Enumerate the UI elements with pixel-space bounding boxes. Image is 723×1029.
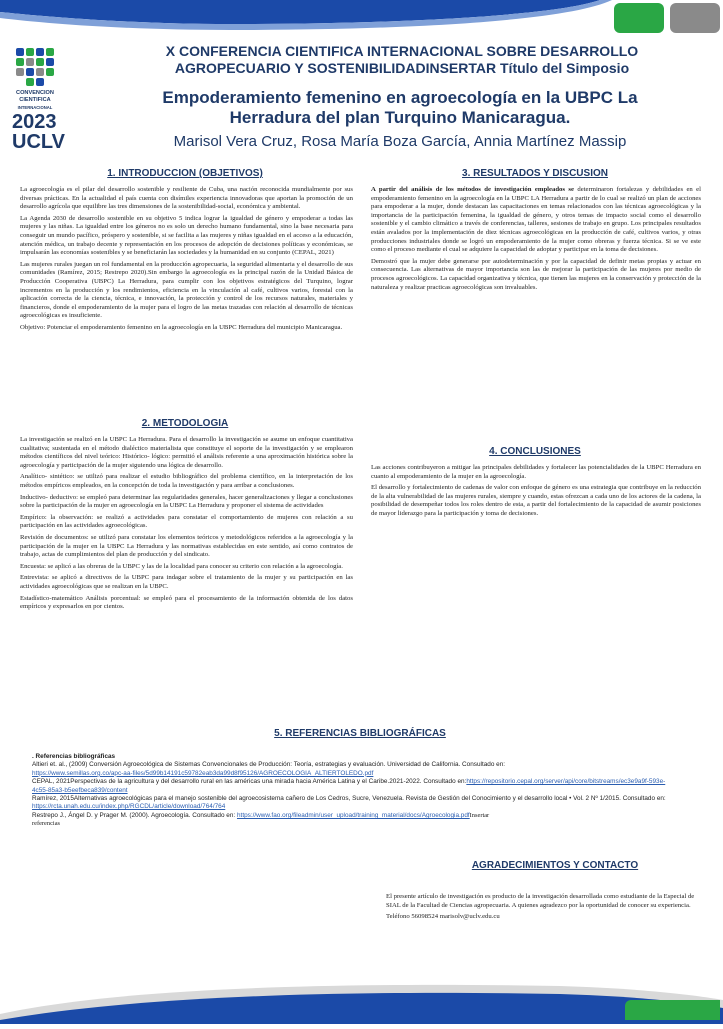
results-paragraph [371,186,701,255]
reference-text: Ramírez, 2015Alternativas agroecológicas para el manejo sostenible del agroecosistema cañero de Los Cedros, Sucre, Venezuela. Revista de Gestión del Conocimiento y el desarrollo local • Vol. 2 Nº 1/2015. Consultado en: [32,795,666,803]
section-title-introduction: 1. INTRODUCCION (OBJETIVOS) [107,168,263,179]
reference-item [32,812,672,829]
poster-title-line2: Herradura del plan Turquino Manicaragua. [229,108,571,127]
section-title-acknowledgments: AGRADECIMIENTOS Y CONTACTO [471,860,639,871]
contact-info: Teléfono 56098524 marisolv@uclv.edu.cu [386,913,500,921]
conclusion-paragraph: El desarrollo y fortalecimiento de cadenas de valor con enfoque de género es una estrategia que contribuye en la reducción de la alta vulnerabilidad de las mujeres rurales, siempre y cuando, estas ofrezcan a cada uno de los actores de la cadena, la posibilidad de desempeñar todos los roles dentro de esta, a partir del fortalecimiento de la capacidad de asumir posiciones de mayor liderazgo para la participación y toma de decisiones. [371,484,701,517]
intro-paragraph: Las mujeres rurales juegan un rol fundamental en la producción agropecuaria, la seguridad alimentaria y el desarrollo de sus comunidades (Ramírez, 2015; Restrepo 2020).Sin embargo la agroecología es la principal razón de la Unidad Básica de Producción Cooperativa (UBPC) La Herradura, para cumplir con los objetivos estratégicos del Turquino, lograr incrementos en la producción y los rendimientos, eficiencia en la vinculación al café, cultivos varios, forestal con la aplicación correcta de la ciencia, técnica, e innovación, la protección y control de los recursos naturales, materiales y financieros, donde el empoderamiento de la mujer para el logro de las metas trazadas con relación al desarrollo de técnicas agroecológicas es insuficiente. [20,260,353,320]
results-body [371,186,701,295]
intro-paragraph: La agroecología es el pilar del desarrollo sostenible y resiliente de Cuba, una nación reconocida mundialmente por sus diversas prácticas. En la actualidad el país cuenta con disímiles experiencia innovadoras que aportan la promoción de un desarrollo agrícola que equilibre las tres dimensiones de la sostenibilidad-social, económica y ambiental. [20,186,353,211]
conference-name-line2: AGROPECUARIO Y SOSTENIBILIDADINSERTAR Título del Simposio [174,60,630,76]
reference-placeholder: Insertar [469,811,490,819]
results-lead: A partir del análisis de los métodos de investigación empleados se [371,186,574,193]
reference-link[interactable]: https://www.semillas.org.co/apc-aa-files/5d99b14191c59782eab3da99d8f95126/AGROECOLOGIA_ALTIERTOLEDO.pdf [32,769,374,777]
reference-text: CEPAL, 2021Perspectivas de la agricultura y del desarrollo rural en las américas una mirada hacia América Latina y el Caribe.2021-2022. Consultado en: [32,778,467,786]
intro-paragraph: La Agenda 2030 de desarrollo sostenible en su objetivo 5 indica lograr la igualdad de género y empoderar a todas las mujeres y las niñas. La igualdad entre los géneros no es solo un derecho humano fundamental, sino la base necesaria para conseguir un mundo pacífico, próspero y sostenible, si se facilita a las mujeres y niñas igualdad en el acceso a la educación, atención médica, un trabajo decente y representación en los procesos de adopción de decisiones políticas y económicas, se impulsarán las economías sostenibles y se beneficiarán las sociedades y la humanidad en su conjunto (CEPAL, 2021) [20,214,353,257]
logo-org: UCLV [12,131,65,153]
method-paragraph: Estadístico-matemático Análisis porcentual: se empleó para el procesamiento de la información obtenida de los datos empíricos y expresarlos en por cientos. [20,594,353,611]
method-paragraph: Inductivo- deductivo: se empleó para determinar las regularidades generales, hacer generalizaciones y llegar a conclusiones sobre la participación de la mujer en agroecología en la UBPC La Herradura y proponer el sistema de actividades [20,493,353,510]
conclusion-paragraph: Las acciones contribuyeron a mitigar las principales debilidades y fortalecer las potencialidades de la UBPC Herradura en cuanto al empoderamiento de la mujer en la agroecología. [371,464,701,480]
logo-year: 2023 [12,111,57,133]
reference-placeholder-2: referencias [32,820,61,828]
authors: Marisol Vera Cruz, Rosa María Boza García, Annia Martínez Massip [173,133,627,150]
method-paragraph: Encuesta: se aplicó a las obreras de la UBPC y las de la localidad para conocer su criterio con relación a la agroecología. [20,562,343,570]
bottom-wave-band [0,964,723,1024]
conference-logo [12,48,70,158]
reference-text: Restrepo J., Ángel D. y Prager M. (2000). Agroecología. Consultado en: [32,811,236,819]
conclusions-body [371,464,701,522]
intro-objective: Objetivo: Potenciar el empoderamiento femenino en la agroecología en la UBPC Herradura del municipio Manicaragua. [20,323,343,331]
reference-item [32,778,672,795]
reference-link[interactable]: https://repositorio.cepal.org/server/api/core/bitstreams/ec3e9a9f-593e-4c55-85a3-b5eefbeca839/content [32,778,666,794]
methodology-body [20,436,353,615]
references-body [32,753,672,829]
section-title-conclusions: 4. CONCLUSIONES [489,446,581,457]
method-paragraph: Analítico- sintético: se utilizó para realizar el estudio bibliográfico del problema científico, en la interpretación de los métodos empíricos empleados, en la concepción de toda la investigación y para arribar a conclusiones. [20,473,353,489]
reference-item [32,795,672,812]
method-paragraph: Entrevista: se aplicó a directivos de la UBPC para indagar sobre el tratamiento de la mujer y su participación en las actividades agroecológicas que se realizan en la UBPC. [20,574,353,590]
section-title-methodology: 2. METODOLOGIA [141,418,229,429]
conference-name-line1: X CONFERENCIA CIENTIFICA INTERNACIONAL SOBRE DESARROLLO [165,43,639,59]
references-subtitle: . Referencias bibliográficas [32,753,116,760]
section-title-results: 3. RESULTADOS Y DISCUSION [462,168,608,179]
logo-brand: CONVENCION CIENTIFICA [16,90,54,103]
bottom-green-block [625,1000,720,1020]
results-paragraph: Demostró que la mujer debe generarse por autodeterminación y por la capacidad de definir metas propias y actuar en consecuencia. Las alternativas de mayor importancia son las de mejorar la participación de las mujeres por medio de procesos agroecológicos. La capacidad organizativa y técnica, que tienen las mujeres en la conservación y protección de la naturaleza y realizar practicas agroecológicas son invaluables. [371,257,701,291]
introduction-body [20,186,353,336]
reference-text: Altieri et. al., (2009) Conversión Agroecológica de Sistemas Convencionales de Producción: Teoría, estrategias y evaluación. Universidad de California. Consultado en: [32,761,506,769]
logo-subtitle: INTERNACIONAL [17,105,53,110]
poster-title-line1: Empoderamiento femenino en agroecología en la UBPC La [162,88,638,107]
reference-link[interactable]: https://rcta.unah.edu.cu/index.php/RGCDL/article/download/764/764 [32,803,226,811]
results-text: determinaron fortalezas y debilidades en el empoderamiento femenino en la agroecología en la UBPC LA Herradura a partir de lo cual se realizó un plan de acciones para empoderar a la mujer, donde destacan las capacitaciones en temas relacionados con las técnicas agroecológicas y la importancia de la participación femenina, la igualdad de género, y otros temas de impacto social como el desarrollo sostenible y el cambio climático a través de conferencias, talleres, sesiones de trabajo en grupo. Los principales resultados están avalados por la implementación de diez técnicas agroecológicas en la producción de café, cultivos varios, y otras producciones industriales donde se logró un empoderamiento de la mujer como obreras y fuerza técnica. Si se ve este como el proceso mediante el cual se adquiere la capacidad de adoptar y participar en la toma de decisiones. [371,186,701,254]
method-paragraph: Revisión de documentos: se utilizó para constatar los elementos teóricos y metodológicos referidos a la agroecología y la participación de la mujer en la UBPC La Herradura y las normativas establecidas en este sentido, así como contratos de trabajo, actas de cumplimientos del plan de producción y del sindicato. [20,533,353,559]
section-title-references: 5. REFERENCIAS BIBLIOGRÁFICAS [274,728,446,739]
reference-item [32,761,672,778]
method-paragraph: La investigación se realizó en la UBPC La Herradura. Para el desarrollo la investigación se asume un enfoque cuantitativa cualitativa; sustentada en el método dialéctico materialista que constituye el soporte de la investigación y se emplearon métodos científicos del nivel teórico: Histórico- lógico: permitió el análisis referente a una aproximación histórica sobre la agroecología y participación de la mujer siguiendo una lógica de desarrollo. [20,436,353,469]
acknowledgments-text: El presente artículo de investigación es producto de la investigación desarrollada como estudiante de la Especial de SIAL de la Facultad de Ciencias agropecuaria. A quienes agradezco por la oportunidad de conocer su experiencia. [386,893,695,909]
acknowledgments-body [386,893,696,925]
method-paragraph: Empírico: la observación: se realizó a actividades para constatar el comportamiento de mujeres con relación a su participación en las actividades agroecológicas. [20,513,353,530]
top-gray-block [670,3,720,33]
reference-link[interactable]: https://www.fao.org/fileadmin/user_upload/training_material/docs/Agroecologia.pdf [236,811,470,819]
top-green-block [614,3,664,33]
